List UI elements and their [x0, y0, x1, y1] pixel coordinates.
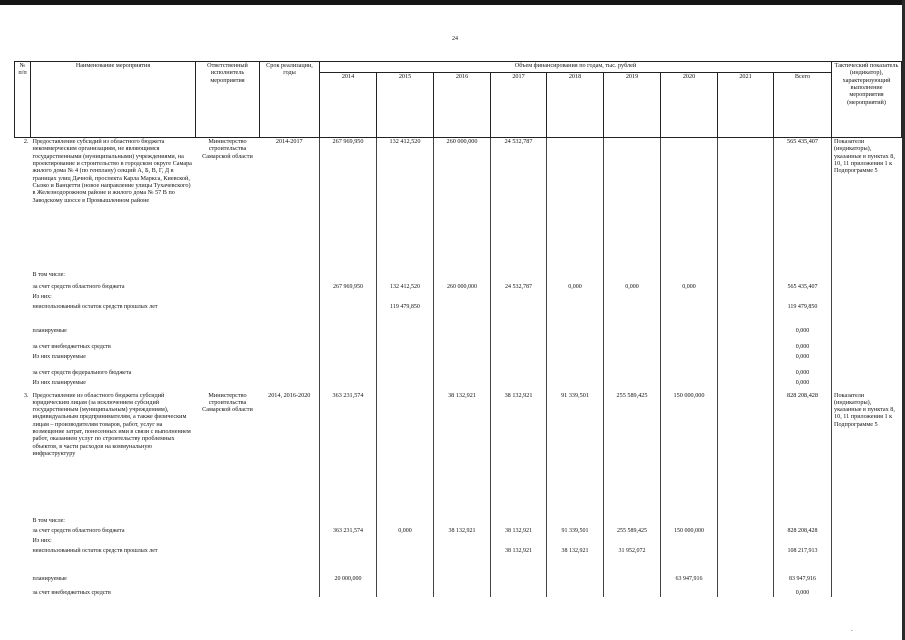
- item-value: [547, 138, 604, 272]
- sub-row-value: 0,000: [774, 344, 832, 354]
- sub-row-value: [718, 284, 774, 294]
- header-no: № п/п: [15, 62, 31, 138]
- sub-row-value: [434, 328, 491, 344]
- sub-row: [15, 284, 902, 294]
- sub-row-value: [320, 304, 377, 328]
- sub-row-value: [718, 370, 774, 380]
- sub-row-value: [718, 304, 774, 328]
- sub-row: [15, 370, 902, 380]
- sub-row-value: [661, 380, 718, 392]
- sub-row-label: за счет средств областного бюджета: [32, 283, 125, 290]
- sub-row-value: [320, 370, 377, 380]
- sub-row-value: [547, 294, 604, 304]
- item-number: 2.: [23, 138, 29, 145]
- sub-row-value: [718, 590, 774, 597]
- sub-row-value: [604, 576, 661, 590]
- sub-row-label: Из них планируемые: [32, 379, 86, 386]
- sub-row-value: [377, 354, 434, 370]
- sub-row-value: 132 412,520: [377, 284, 434, 294]
- sub-row-value: [661, 304, 718, 328]
- sub-row-label: Из них планируемые: [32, 353, 86, 360]
- sub-row-value: [547, 344, 604, 354]
- sub-row-value: 0,000: [774, 328, 832, 344]
- sub-row-value: 255 589,425: [604, 528, 661, 538]
- sub-row-value: [604, 304, 661, 328]
- item-value: 260 000,000: [434, 138, 491, 272]
- sub-row-value: [491, 518, 547, 528]
- sub-row-value: [718, 538, 774, 548]
- sub-row-value: 83 947,916: [774, 576, 832, 590]
- header-year: 2019: [604, 73, 661, 138]
- item-value: [718, 138, 774, 272]
- sub-row-label: за счет средств областного бюджета: [32, 527, 125, 534]
- sub-row-value: [320, 548, 377, 576]
- sub-row: [15, 538, 902, 548]
- sub-row-value: [661, 370, 718, 380]
- sub-row-value: [604, 354, 661, 370]
- item-indicator: Показатели (индикаторы), указанные в пунктах 8, 10, 11 приложения 1 к Подпрограмме 5: [834, 391, 895, 428]
- sub-row: [15, 354, 902, 370]
- sub-row-value: [377, 538, 434, 548]
- sub-row-value: [661, 538, 718, 548]
- sub-row-value: [491, 344, 547, 354]
- sub-row-value: [718, 380, 774, 392]
- item-executor: Министерство строительства Самарской области: [202, 138, 253, 160]
- sub-row-value: 565 435,407: [774, 284, 832, 294]
- sub-row: [15, 590, 902, 597]
- sub-row-value: 0,000: [547, 284, 604, 294]
- sub-row-value: [774, 538, 832, 548]
- sub-row: [15, 528, 902, 538]
- sub-row-value: 0,000: [377, 528, 434, 538]
- sub-row-value: [661, 548, 718, 576]
- sub-row-value: 267 969,950: [320, 284, 377, 294]
- sub-row-value: 91 339,501: [547, 528, 604, 538]
- item-value: [718, 392, 774, 518]
- sub-row-value: [718, 272, 774, 284]
- item-value: 565 435,407: [774, 138, 832, 272]
- sub-row-value: [320, 328, 377, 344]
- sub-row-value: [491, 380, 547, 392]
- sub-row-value: 0,000: [774, 380, 832, 392]
- scan-mark: .: [851, 625, 853, 633]
- sub-row-value: [377, 518, 434, 528]
- item-value: 24 532,787: [491, 138, 547, 272]
- item-number: 3.: [23, 391, 29, 399]
- header-year: 2015: [377, 73, 434, 138]
- sub-row-value: [547, 576, 604, 590]
- sub-row: [15, 576, 902, 590]
- sub-row-label: за счет средств федерального бюджета: [32, 369, 132, 376]
- sub-row-value: [491, 354, 547, 370]
- sub-row-value: [547, 272, 604, 284]
- item-value: 38 132,921: [491, 392, 547, 518]
- sub-row-value: [718, 548, 774, 576]
- sub-row-value: [320, 590, 377, 597]
- sub-row-value: [377, 344, 434, 354]
- sub-row-value: [491, 538, 547, 548]
- sub-row-value: [604, 370, 661, 380]
- sub-row-value: [434, 354, 491, 370]
- sub-row-value: [661, 294, 718, 304]
- sub-row-value: [434, 548, 491, 576]
- sub-row: [15, 294, 902, 304]
- sub-row-value: [434, 272, 491, 284]
- sub-row-value: [774, 518, 832, 528]
- item-name: Предоставление субсидий из областного бюджета некоммерческим организациям, не являющимся государственными (муниципальными) учреждениями, на проектирование и строительство в городском округе Самара жилого дома № 4 (по генплану) секций А, Б, В, Г, Д в границах улиц Дачной, проспекта Карла Маркса, Киевской, Сызко и Ванцетти (новое направление улицы Тухачевского) в Железнодорожном районе и жилого дома № 57 В по Заводскому шоссе в Промышленном районе: [32, 138, 192, 204]
- header-funding: Объем финансирования по годам, тыс. рублей: [320, 62, 832, 73]
- sub-row-label: Из них:: [32, 537, 52, 544]
- sub-row-value: [661, 518, 718, 528]
- sub-row-value: 31 952,072: [604, 548, 661, 576]
- sub-row-value: [320, 344, 377, 354]
- sub-row-value: [661, 272, 718, 284]
- item-value: [661, 138, 718, 272]
- sub-row-value: [547, 590, 604, 597]
- sub-row-value: [604, 590, 661, 597]
- sub-row-value: [604, 272, 661, 284]
- item-value: 132 412,520: [377, 138, 434, 272]
- sub-row-value: [377, 370, 434, 380]
- sub-row-value: [774, 294, 832, 304]
- item-value: 828 208,428: [774, 392, 832, 518]
- sub-row-label: В том числе:: [32, 517, 65, 524]
- sub-row-value: [434, 304, 491, 328]
- header-executor: Ответственный исполнитель мероприятия: [196, 62, 260, 138]
- sub-row-value: [774, 272, 832, 284]
- sub-row-value: [547, 328, 604, 344]
- item-row: [15, 392, 902, 518]
- sub-row-value: 119 479,850: [774, 304, 832, 328]
- sub-row-value: [547, 304, 604, 328]
- sub-row-value: [547, 538, 604, 548]
- item-indicator: Показатели (индикаторы), указанные в пунктах 8, 10, 11 приложения 1 к Подпрограмме 5: [834, 138, 895, 175]
- sub-row-value: [718, 518, 774, 528]
- page-number: 24: [452, 36, 458, 42]
- sub-row-value: [718, 528, 774, 538]
- sub-row: [15, 328, 902, 344]
- sub-row-value: 260 000,000: [434, 284, 491, 294]
- sub-row-value: [434, 294, 491, 304]
- sub-row-value: 363 231,574: [320, 528, 377, 538]
- sub-row-value: [604, 344, 661, 354]
- sub-row-value: [547, 370, 604, 380]
- sub-row-value: 828 208,428: [774, 528, 832, 538]
- sub-row-value: [377, 590, 434, 597]
- sub-row-value: [320, 380, 377, 392]
- sub-row-value: [604, 518, 661, 528]
- sub-row-value: [547, 518, 604, 528]
- header-name: Наименование мероприятия: [31, 62, 196, 138]
- sub-row-value: [661, 590, 718, 597]
- item-row: [15, 138, 902, 272]
- sub-row-value: [547, 354, 604, 370]
- sub-row-value: [320, 272, 377, 284]
- sub-row-value: [320, 354, 377, 370]
- sub-row: [15, 344, 902, 354]
- sub-row-value: [377, 380, 434, 392]
- sub-row-value: [377, 272, 434, 284]
- sub-row-value: [434, 370, 491, 380]
- sub-row-value: 38 132,921: [434, 528, 491, 538]
- sub-row-value: [718, 354, 774, 370]
- sub-row: [15, 272, 902, 284]
- sub-row-value: [604, 328, 661, 344]
- sub-row-label: В том числе:: [32, 271, 65, 278]
- sub-row-value: [377, 548, 434, 576]
- header-year: 2020: [661, 73, 718, 138]
- sub-row-value: 20 000,000: [320, 576, 377, 590]
- sub-row-value: 38 132,921: [547, 548, 604, 576]
- item-value: 363 231,574: [320, 392, 377, 518]
- sub-row-value: [320, 538, 377, 548]
- header-year: 2014: [320, 73, 377, 138]
- header-year: 2018: [547, 73, 604, 138]
- sub-row-value: [491, 304, 547, 328]
- sub-row-value: [661, 328, 718, 344]
- sub-row-value: 0,000: [604, 284, 661, 294]
- sub-row-value: [604, 294, 661, 304]
- sub-row-value: [661, 354, 718, 370]
- sub-row-value: 38 132,921: [491, 528, 547, 538]
- sub-row-value: 0,000: [661, 284, 718, 294]
- sub-row-value: [320, 294, 377, 304]
- table-body: [15, 138, 902, 597]
- sub-row-value: [718, 576, 774, 590]
- sub-row-value: [491, 328, 547, 344]
- item-value: 255 589,425: [604, 392, 661, 518]
- sub-row-label: планируемые: [32, 327, 67, 334]
- sub-row-label: планируемые: [32, 575, 67, 582]
- sub-row-value: [434, 590, 491, 597]
- sub-row-value: 63 947,916: [661, 576, 718, 590]
- item-executor: Министерство строительства Самарской области: [202, 391, 253, 414]
- sub-row-value: 119 479,850: [377, 304, 434, 328]
- sub-row-value: [491, 272, 547, 284]
- sub-row: [15, 380, 902, 392]
- header-year: 2017: [491, 73, 547, 138]
- sub-row-label: Из них:: [32, 293, 52, 300]
- sub-row-value: 0,000: [774, 354, 832, 370]
- sub-row-value: [491, 590, 547, 597]
- header-indicator: Тактический показатель (индикатор), характеризующий выполнение мероприятия (мероприятий): [832, 62, 902, 138]
- header-total: Всего: [774, 73, 832, 138]
- sub-row-value: [377, 576, 434, 590]
- item-value: [604, 138, 661, 272]
- sub-row-value: [604, 380, 661, 392]
- header-year: 2016: [434, 73, 491, 138]
- item-value: [377, 392, 434, 518]
- sub-row: [15, 518, 902, 528]
- sub-row-value: [718, 344, 774, 354]
- item-value: 91 339,501: [547, 392, 604, 518]
- sub-row-value: 0,000: [774, 590, 832, 597]
- sub-row-value: [718, 328, 774, 344]
- sub-row-value: [491, 576, 547, 590]
- sub-row-value: [434, 344, 491, 354]
- item-name: Предоставление из областного бюджета субсидий юридическим лицам (за исключением субсидий государственным (муниципальным) учреждениям), индивидуальным предпринимателям, а также физическим лицам – производителям товаров, работ, услуг на возмещение затрат, понесенных ими в связи с выполнением работ, оказанием услуг по строительству проблемных объектов, в части расходов на коммунальную инфраструктуру: [32, 391, 191, 457]
- item-value: 267 969,950: [320, 138, 377, 272]
- sub-row-value: [320, 518, 377, 528]
- header-period: Срок реализации, годы: [260, 62, 320, 138]
- sub-row: [15, 548, 902, 576]
- sub-row-value: [434, 518, 491, 528]
- sub-row-value: [434, 538, 491, 548]
- sub-row-value: 150 000,000: [661, 528, 718, 538]
- top-scan-border: [0, 0, 905, 5]
- sub-row-label: неиспользованный остаток средств прошлых лет: [32, 547, 158, 554]
- sub-row-label: неиспользованный остаток средств прошлых лет: [32, 303, 158, 310]
- sub-row-value: [491, 294, 547, 304]
- item-period: 2014, 2016-2020: [268, 391, 311, 399]
- sub-row-value: [491, 370, 547, 380]
- sub-row-value: 38 132,921: [491, 548, 547, 576]
- sub-row-label: за счет внебюджетных средств: [32, 343, 111, 350]
- sub-row-value: [434, 380, 491, 392]
- sub-row-value: [661, 344, 718, 354]
- sub-row-value: 108 217,913: [774, 548, 832, 576]
- sub-row-value: 24 532,787: [491, 284, 547, 294]
- sub-row-value: [718, 294, 774, 304]
- item-period: 2014-2017: [275, 138, 303, 145]
- sub-row-value: 0,000: [774, 370, 832, 380]
- sub-row-value: [377, 294, 434, 304]
- sub-row-value: [547, 380, 604, 392]
- sub-row-value: [434, 576, 491, 590]
- sub-row-value: [604, 538, 661, 548]
- item-value: 150 000,000: [661, 392, 718, 518]
- header-year: 2021: [718, 73, 774, 138]
- funding-table: [14, 61, 902, 597]
- item-value: 38 132,921: [434, 392, 491, 518]
- sub-row-label: за счет внебюджетных средств: [32, 589, 111, 596]
- sub-row: [15, 304, 902, 328]
- sub-row-value: [377, 328, 434, 344]
